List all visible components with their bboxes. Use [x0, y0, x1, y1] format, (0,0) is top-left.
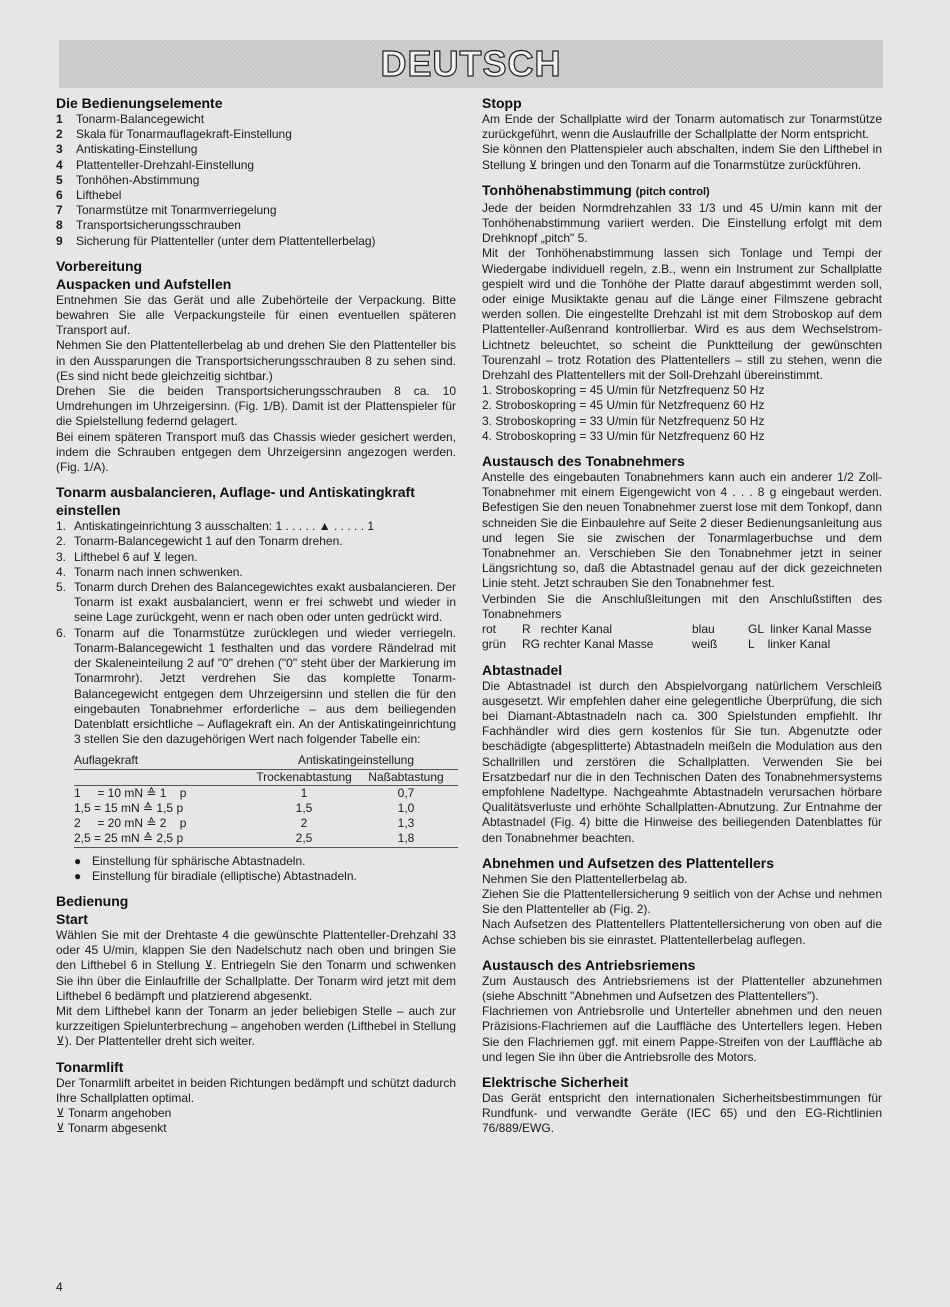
list-item: 5. Tonarm durch Drehen des Balancegewichtes exakt ausbalancieren. Der Tonarm ist exakt ausbalanciert, wenn er frei schwebt und wieder in seine Lage zurückgeht, wenn er nach oben oder unten gedrückt wird. — [56, 580, 456, 625]
pitch-paragraph: Jede der beiden Normdrehzahlen 33 1/3 und 45 U/min kann mit der Tonhöhenabstimmung variiert werden. Die Einstellung erfolgt mit dem Drehknopf „pitch" 5. — [482, 200, 882, 246]
cartridge-heading: Austausch des Tonabnehmers — [482, 453, 685, 470]
lift-down-label: ⊻ Tonarm abgesenkt — [56, 1121, 167, 1136]
safety-heading: Elektrische Sicherheit — [482, 1073, 629, 1090]
start-heading: Start — [56, 910, 88, 927]
controls-list — [56, 112, 456, 249]
stop-heading: Stopp — [482, 95, 522, 111]
table-row: 1,5 = 15 mN ≙ 1,5 p 1,5 1,0 — [74, 800, 415, 815]
antiskating-table — [74, 753, 458, 847]
prep-heading: Vorbereitung — [56, 257, 143, 274]
page-title: DEUTSCH — [380, 43, 562, 84]
note-item: ● Einstellung für biradiale (elliptische) Abtastnadeln. — [74, 868, 357, 883]
lift-heading: Tonarmlift — [56, 1058, 124, 1075]
list-item: 9 Sicherung für Plattenteller (unter dem Plattentellerbelag) — [56, 233, 376, 248]
stop-paragraph: Sie können den Plattenspieler auch abschalten, indem Sie den Lifthebel in Stellung ⊻ bringen und den Tonarm auf die Tonarmstütze zurückführen. — [482, 142, 882, 172]
unpack-paragraph: Nehmen Sie den Plattentellerbelag ab und drehen Sie den Plattenteller bis in den Aussparungen die Transportsicherungsschrauben 8 zu sehen sind. (Es sind nicht bede gleichzeitig sichtbar.) — [56, 338, 456, 383]
list-item: 4 Plattenteller-Drehzahl-Einstellung — [56, 157, 255, 172]
controls-heading: Die Bedienungselemente — [56, 95, 223, 111]
table-row: 2,5 = 25 mN ≙ 2,5 p 2,5 1,8 — [74, 831, 458, 847]
unpack-paragraph: Drehen Sie die beiden Transportsicherungsschrauben 8 ca. 10 Umdrehungen im Uhrzeigersinn. (Fig. 1/B). Damit ist der Plattenspieler für die Spielstellung federnd gelagert. — [56, 384, 456, 429]
belt-heading: Austausch des Antriebsriemens — [482, 956, 696, 973]
platter-paragraph: Nach Aufsetzen des Plattentellers Plattentellersicherung von oben auf die Achse schieben bis sie einrastet. Plattentellerbelag auflegen. — [482, 917, 882, 947]
pitch-heading: Tonhöhenabstimmung (pitch control) — [482, 181, 710, 198]
left-column — [56, 94, 456, 1136]
list-item: 6. Tonarm auf die Tonarmstütze zurücklegen und wieder verriegeln. Tonarm-Balancegewicht 1 festhalten und das vordere Rändelrad mit der Skaleneinteilung 2 auf "0" drehen ("0" steht über der Markierung im Tonarmrohr). Jetzt verdrehen Sie das komplette Tonarm-Balancegewicht entgegen dem Uhrzeigersinn und stellen die für den eingebauten Tonabnehmer erforderliche – aus dem beiliegenden Datenblatt ersichtliche – Auflagekraft ein. An der Antiskatingeinrichtung 3 stellen Sie den dazugehörigen Wert nach folgender Tabelle ein: — [56, 625, 456, 747]
safety-paragraph: Das Gerät entspricht den internationalen Sicherheitsbestimmungen für Rundfunk- und verwandte Geräte (IEC 65) und den EG-Richtlinien 76/889/EWG. — [482, 1090, 882, 1136]
cartridge-paragraph: Anstelle des eingebauten Tonabnehmers kann auch ein anderer 1/2 Zoll-Tonabnehmer mit einem Eigengewicht von 4 . . . 8 g eingebaut werden. Befestigen Sie den neuen Tonabnehmer zuerst lose mit dem Tonkopf, dann schneiden Sie die Einbaulehre auf Seite 2 dieser Bedienungsanleitung aus und legen Sie sie zwischen der Tonarmlagerbuchse und dem Tonabnehmer an. Verschieben Sie den Tonabnehmer jetzt in seiner Längsrichtung so, daß die Abtastnadel genau auf der dick gezeichneten Linie steht. Jetzt schrauben Sie den Tonabnehmer fest. — [482, 470, 882, 591]
start-paragraph: Wählen Sie mit der Drehtaste 4 die gewünschte Plattenteller-Drehzahl 33 oder 45 U/min, klappen Sie den Nadelschutz nach oben und bringen Sie den Lifthebel 6 in Stellung ⊻. Entriegeln Sie den Tonarm und schwenken Sie ihn über die Einlaufrille der Schallplatte. Der Tonarm wird jetzt mit dem Lifthebel 6 bedämpft und platzierend abgesenkt. — [56, 927, 456, 1003]
list-item: 4. Stroboskopring = 33 U/min für Netzfrequenz 60 Hz — [482, 428, 765, 443]
list-item: 8 Transportsicherungsschrauben — [56, 218, 241, 233]
page-number: 4 — [56, 1280, 63, 1294]
pitch-paragraph: Mit der Tonhöhenabstimmung lassen sich Tonlage und Tempi der Wiedergabe individuell regeln, z.B., wenn ein Instrument zur Schallplatte gespielt wird und die Tonhöhe der Platte darauf abgestimmt werden soll, oder einige Musiktakte genau auf die Länge einer Filmszene gebracht werden sollen. Die eingestellte Drehzahl ist mit dem Stroboskop auf dem Plattenteller-Außenrand kontrollierbar. Wird es aus dem Wechselstrom-Lichtnetz beleuchtet, so scheint die Punktteilung der gewünschten Tourenzahl – trotz Rotation des Plattentellers – still zu stehen, wenn die Drehzahl des Plattentellers mit der Soll-Drehzahl übereinstimmt. — [482, 246, 882, 383]
belt-paragraph: Flachriemen von Antriebsrolle und Unterteller abnehmen und den neuen Präzisions-Flachriemen auf die Lauffläche des Untertellers legen. Heben Sie den Flachriemen ggf. mit einem Pappe-Streifen von der Lauffläche ab und legen Sie ihn über die Antriebsrolle des Motors. — [482, 1004, 882, 1064]
table-header: Antiskatingeinstellung — [254, 753, 458, 769]
unpack-paragraph: Bei einem späteren Transport muß das Chassis wieder gesichert werden, indem die Schrauben entgegen dem Uhrzeigersinn angezogen werden. (Fig. 1/A). — [56, 429, 456, 475]
platter-heading: Abnehmen und Aufsetzen des Plattentellers — [482, 854, 774, 871]
list-item: 3. Stroboskopring = 33 U/min für Netzfrequenz 50 Hz — [482, 413, 765, 428]
table-row: grün RG rechter Kanal Masse weiß L linker Kanal — [482, 637, 831, 652]
lift-paragraph: Der Tonarmlift arbeitet in beiden Richtungen bedämpft und schützt dadurch Ihre Schallplatten optimal. — [56, 1075, 456, 1105]
start-paragraph: Mit dem Lifthebel kann der Tonarm an jeder beliebigen Stelle – auch zur kurzzeitigen Spielunterbrechung – angehoben werden (Lifthebel in Stellung ⊻). Der Plattenteller dreht sich weiter. — [56, 1003, 456, 1049]
balance-heading: Tonarm ausbalancieren, Auflage- und Antiskatingkraft einstellen — [56, 484, 415, 519]
strobe-list — [482, 383, 882, 444]
list-item: 1. Antiskatingeinrichtung 3 ausschalten: 1 . . . . . ▲ . . . . . 1 — [56, 519, 375, 534]
balance-steps — [56, 519, 456, 747]
list-item: 5 Tonhöhen-Abstimmung — [56, 172, 200, 187]
table-row: rot R rechter Kanal blau GL linker Kanal Masse — [482, 622, 872, 637]
right-column — [482, 94, 882, 1137]
lift-up-label: ⊻ Tonarm angehoben — [56, 1105, 172, 1120]
table-header: Naßabtastung — [354, 769, 458, 785]
title-banner — [59, 40, 883, 88]
stop-paragraph: Am Ende der Schallplatte wird der Tonarm automatisch zur Tonarmstütze zurückgeführt, wenn die Auslaufrille der Schallplatte der Norm entspricht. — [482, 112, 882, 142]
unpack-heading: Auspacken und Aufstellen — [56, 275, 232, 292]
stylus-paragraph: Die Abtastnadel ist durch den Abspielvorgang natürlichem Verschleiß ausgesetzt. Wir empfehlen daher eine gelegentliche Überprüfung, die sich bei Diamant-Abtastnadeln nach ca. 300 Spielstunden empfiehlt. Ihr Fachhändler wird dies gern kostenlos für Sie tun. Abgenutzte oder beschädigte (abgesplitterte) Abtastnadeln meißeln die Modulation aus den Schallrillen und zerstören die Schallplatten. Verwenden Sie bei Ersatzbedarf nur die in den Technischen Daten des Tonabnehmersystems empfohlene Nadeltype. Nachgeahmte Abtastnadeln verursachen hörbare Qualitätsverluste und erhöhte Schallplatten-Abnutzung. Zur Entnahme der Abtastnadel (Fig. 4) bitte die Hinweise des beiliegenden Datenblattes für den Tonabnehmer beachten. — [482, 678, 882, 845]
list-item: 1 Tonarm-Balancegewicht — [56, 112, 205, 126]
bullet-icon: ● — [74, 868, 82, 883]
list-item: 2. Tonarm-Balancegewicht 1 auf den Tonarm drehen. — [56, 534, 343, 549]
list-item: 4. Tonarm nach innen schwenken. — [56, 564, 243, 579]
belt-paragraph: Zum Austausch des Antriebsriemens ist der Plattenteller abzunehmen (siehe Abschnitt "Abnehmen und Aufsetzen des Plattentellers"). — [482, 973, 882, 1003]
table-row: 1 = 10 mN ≙ 1 p 1 0,7 — [74, 785, 415, 800]
operation-heading: Bedienung — [56, 892, 129, 909]
platter-paragraph: Nehmen Sie den Plattentellerbelag ab. — [482, 871, 688, 886]
list-item: 2. Stroboskopring = 45 U/min für Netzfrequenz 60 Hz — [482, 398, 765, 413]
unpack-paragraph: Entnehmen Sie das Gerät und alle Zubehörteile der Verpackung. Bitte bewahren Sie alle Verpackungsteile für einen eventuellen späteren Transport auf. — [56, 292, 456, 338]
table-header: Auflagekraft — [74, 753, 254, 769]
list-item: 3 Antiskating-Einstellung — [56, 142, 198, 157]
list-item: 2 Skala für Tonarmauflagekraft-Einstellung — [56, 127, 292, 142]
note-item: ● Einstellung für sphärische Abtastnadeln. — [74, 853, 306, 868]
table-notes — [56, 854, 456, 884]
list-item: 1. Stroboskopring = 45 U/min für Netzfrequenz 50 Hz — [482, 383, 765, 398]
table-row: 2 = 20 mN ≙ 2 p 2 1,3 — [74, 816, 415, 831]
bullet-icon: ● — [74, 853, 82, 868]
list-item: 6 Lifthebel — [56, 188, 122, 203]
platter-paragraph: Ziehen Sie die Plattentellersicherung 9 seitlich von der Achse und nehmen Sie den Plattenteller ab (Fig. 2). — [482, 886, 882, 917]
cartridge-paragraph: Verbinden Sie die Anschlußleitungen mit den Anschlußstiften des Tonabnehmers — [482, 591, 882, 621]
stylus-heading: Abtastnadel — [482, 661, 563, 678]
table-header: Trockenabtastung — [254, 769, 354, 785]
list-item: 7 Tonarmstütze mit Tonarmverriegelung — [56, 203, 277, 218]
list-item: 3. Lifthebel 6 auf ⊻ legen. — [56, 549, 198, 564]
wiring-table — [482, 622, 882, 652]
